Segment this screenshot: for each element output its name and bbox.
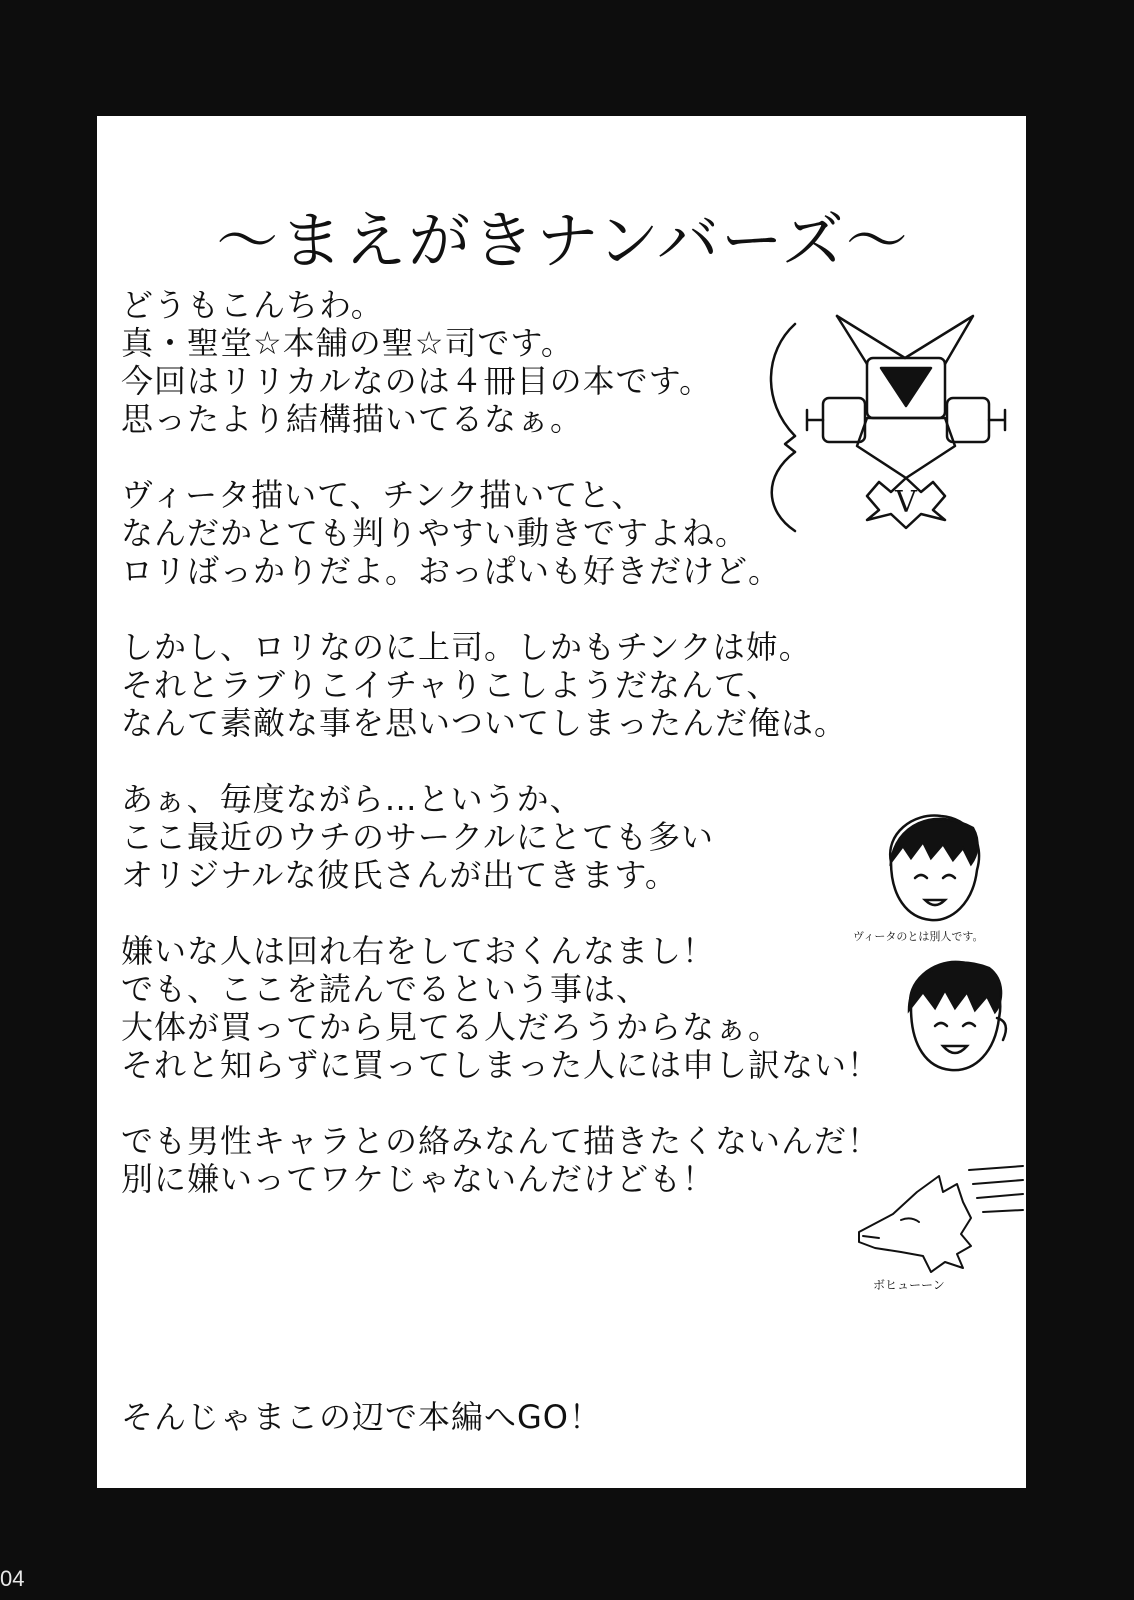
text-line: オリジナルな彼氏さんが出てきます。 bbox=[121, 856, 678, 894]
preface-page bbox=[97, 116, 1026, 1488]
text-line: しかし、ロリなのに上司。しかもチンクは姉。 bbox=[121, 628, 812, 666]
page-title: 〜まえがきナンバーズ〜 bbox=[216, 203, 910, 277]
page-number: 04 bbox=[0, 1566, 25, 1591]
text-line: でも男性キャラとの絡みなんて描きたくないんだ！ bbox=[121, 1122, 881, 1160]
boyfriend-face-illustration bbox=[873, 804, 993, 934]
text-line: でも、ここを読んでるという事は、 bbox=[121, 970, 650, 1008]
text-line: 別に嫌いってワケじゃないんだけども！ bbox=[121, 1160, 716, 1198]
wolf-illustration bbox=[853, 1162, 1025, 1282]
boyfriend-caption: ヴィータのとは別人です。 bbox=[853, 930, 984, 943]
paragraph-warning bbox=[121, 932, 1021, 1084]
text-line: ここ最近のウチのサークルにとても多い bbox=[121, 818, 715, 856]
closing-line: そんじゃまこの辺で本編へGO！ bbox=[121, 1398, 602, 1436]
text-line: それとラブりこイチャりこしようだなんて、 bbox=[121, 666, 780, 704]
robot-badge-text: V bbox=[895, 485, 917, 520]
paragraph-story bbox=[121, 628, 1021, 742]
text-line: ヴィータ描いて、チンク描いてと、 bbox=[121, 476, 645, 514]
text-line: ロリばっかりだよ。おっぱいも好きだけど。 bbox=[121, 552, 782, 590]
text-line: 大体が買ってから見てる人だろうからなぁ。 bbox=[121, 1008, 782, 1046]
robot-head-illustration bbox=[755, 306, 1017, 536]
boyfriend-face-illustration bbox=[893, 952, 1015, 1084]
text-line: 真・聖堂☆本舗の聖☆司です。 bbox=[121, 324, 574, 362]
text-line: それと知らずに買ってしまった人には申し訳ない！ bbox=[121, 1046, 881, 1084]
text-line: なんだかとても判りやすい動きですよね。 bbox=[121, 514, 749, 552]
text-line: どうもこんちわ。 bbox=[121, 286, 384, 324]
text-line: 思ったより結構描いてるなぁ。 bbox=[121, 400, 584, 438]
text-line: 今回はリリカルなのは４冊目の本です。 bbox=[121, 362, 713, 400]
text-line: なんて素敵な事を思いついてしまったんだ俺は。 bbox=[121, 704, 848, 742]
text-line: 嫌いな人は回れ右をしておくんなまし！ bbox=[121, 932, 716, 970]
sound-effect-caption: ボヒューーン bbox=[873, 1278, 945, 1292]
text-line: あぁ、毎度ながら…というか、 bbox=[121, 780, 583, 818]
